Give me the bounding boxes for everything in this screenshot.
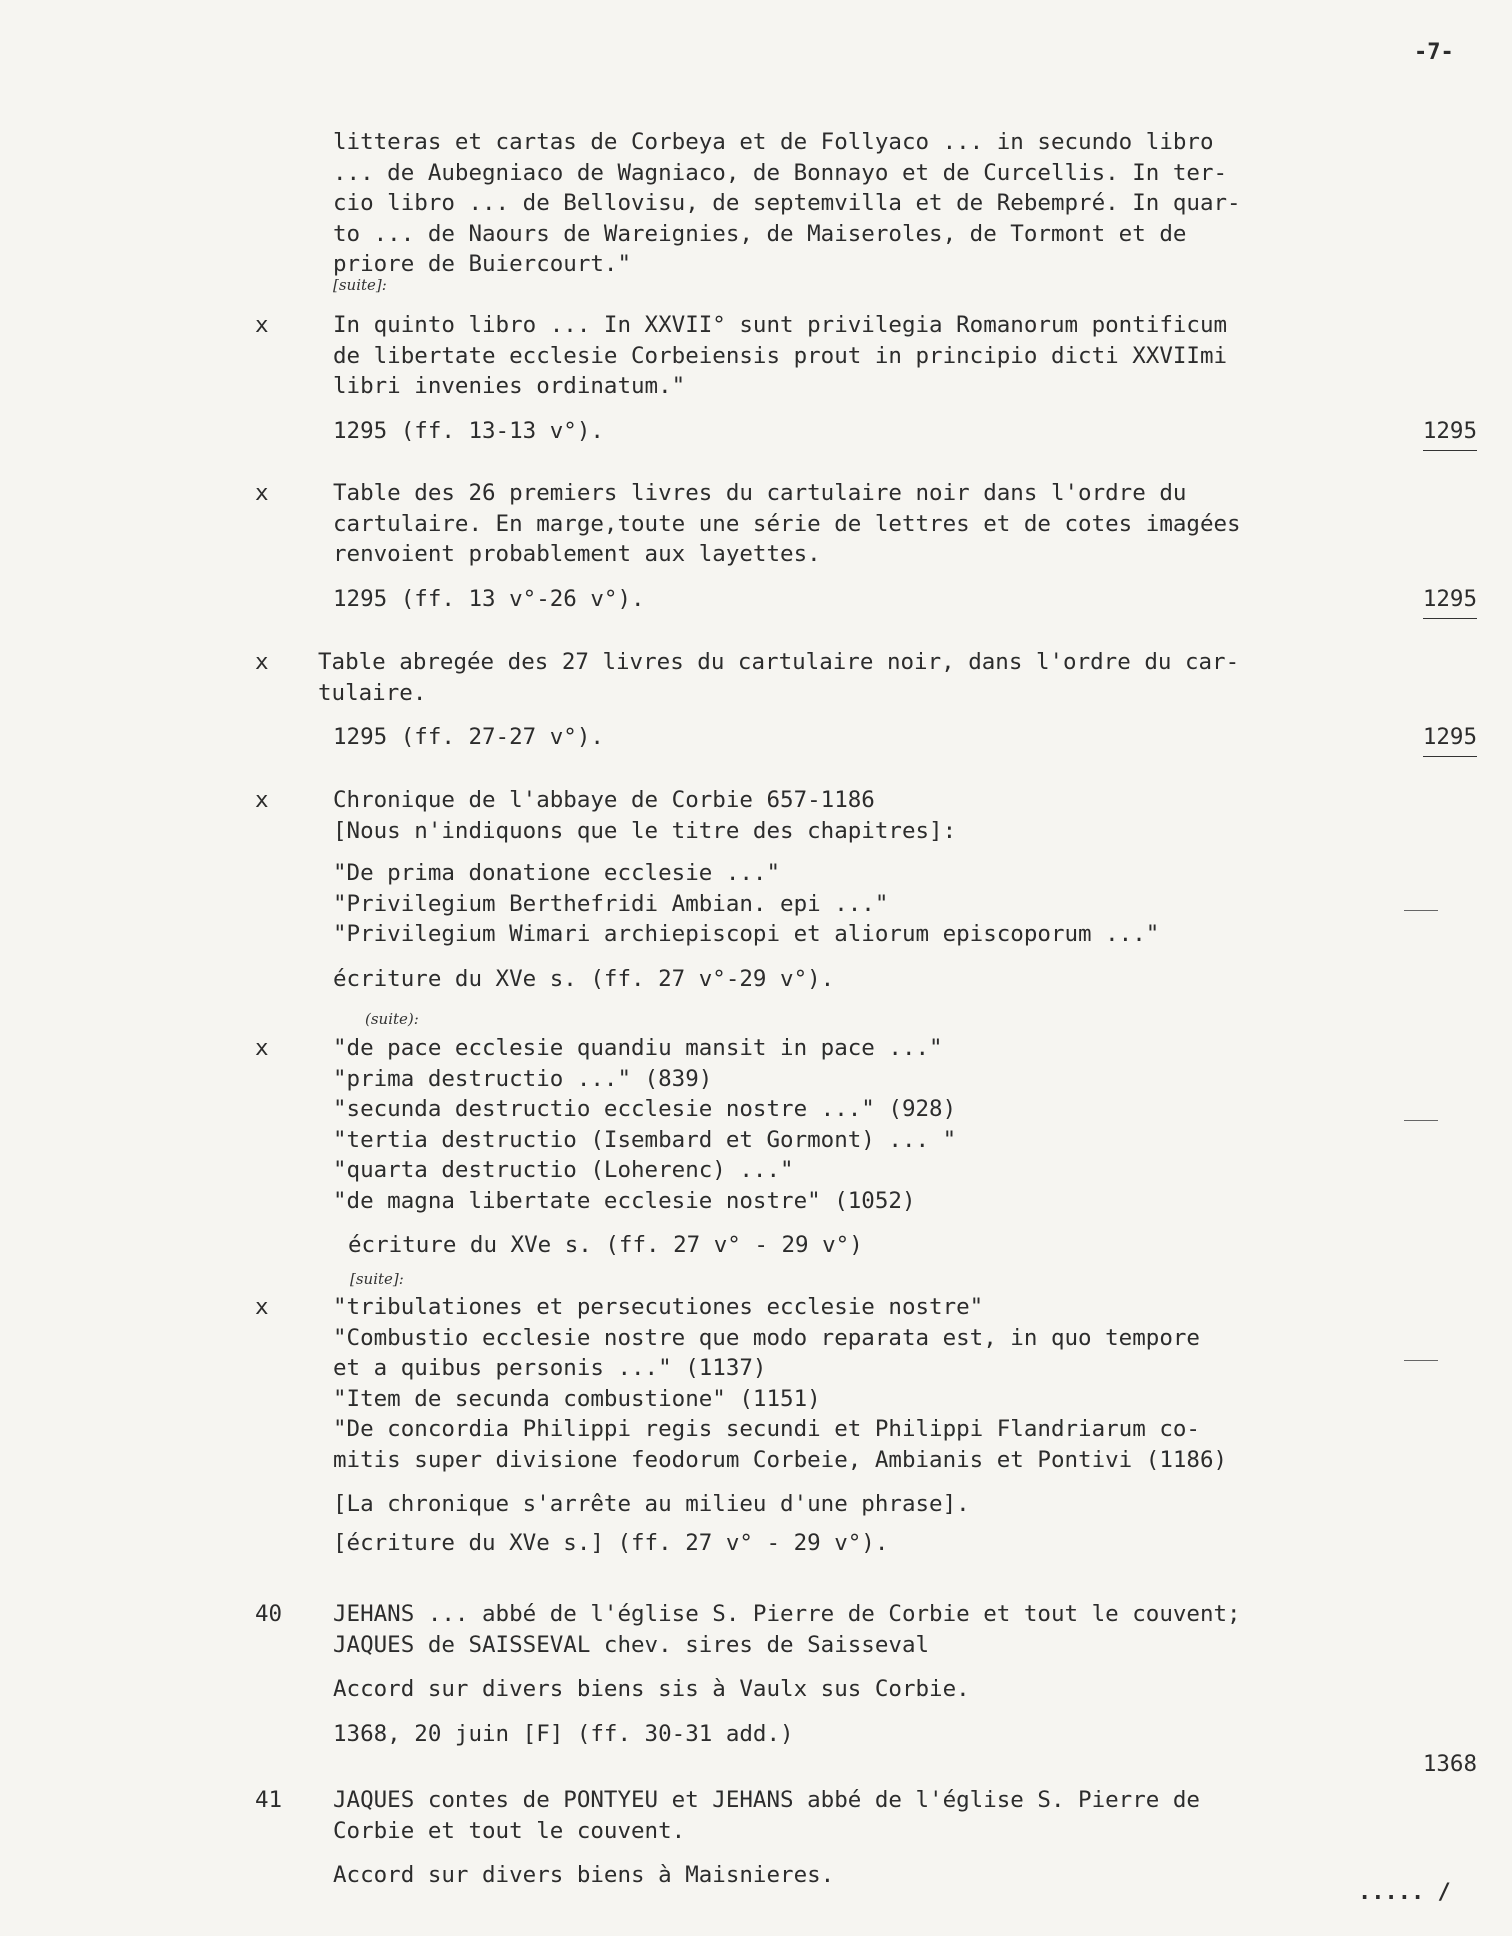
entry-quotes: "De prima donatione ecclesie ..." "Privilegium Berthefridi Ambian. epi ..." "Privilegium Wimari archiepiscopi et aliorum episcoporum ..." [333, 860, 1160, 947]
entry-text: Table abregée des 27 livres du cartulaire noir, dans l'ordre du car- tulaire. [318, 649, 1240, 706]
entry-summary: Accord sur divers biens sis à Vaulx sus Corbie. [333, 1676, 970, 1702]
entry-date: 1295 (ff. 13-13 v°). [333, 417, 604, 444]
entry-mark: x [255, 1035, 269, 1061]
page-number: -7- [1414, 40, 1454, 65]
entry-40 [255, 1599, 1495, 1777]
entry-mark: 41 [255, 1787, 283, 1813]
entry-mark: x [255, 312, 269, 338]
entry-text: Table des 26 premiers livres du cartulaire noir dans l'ordre du cartulaire. En marge,toute une série de lettres et de cotes imagées renvoient probablement aux layettes. [333, 480, 1241, 567]
handwritten-note: [suite]: [350, 1270, 404, 1288]
entry-text: "de pace ecclesie quandiu mansit in pace ..." "prima destructio ..." (839) "secunda destructio ecclesie nostre ..." (928) "tertia destructio (Isembard et Gormont) ... " "quarta destructio (Loherenc) ..." "de magna libertate ecclesie nostre" (1052) [333, 1035, 957, 1214]
entry-x-3 [255, 647, 1495, 753]
handwritten-note: [suite]: [333, 276, 387, 294]
intro-paragraph: litteras et cartas de Corbeya et de Follyaco ... in secundo libro ... de Aubegniaco de Wagniaco, de Bonnayo et de Curcellis. In ter- cio libro ... de Bellovisu, de septemvilla et de Rebempré. In quar- to ... de Naours de Wareignies, de Maiseroles, de Tormont et de priore de Buiercourt." [333, 129, 1241, 277]
continued-marker: ..... / [1358, 1880, 1451, 1905]
entry-summary: Accord sur divers biens à Maisnieres. [333, 1862, 835, 1888]
entry-date: 1295 (ff. 13 v°-26 v°). [333, 585, 645, 612]
entry-date: écriture du XVe s. (ff. 27 v° - 29 v°) [348, 1232, 863, 1258]
entry-mark: x [255, 649, 269, 675]
entry-mark: 40 [255, 1601, 283, 1627]
entry-year: 1295 [1423, 416, 1477, 451]
margin-dash [1404, 910, 1438, 911]
margin-dash [1404, 1360, 1438, 1361]
entry-mark: x [255, 480, 269, 506]
entry-x-4 [255, 785, 1495, 994]
entry-mark: x [255, 787, 269, 813]
entry-note: [La chronique s'arrête au milieu d'une phrase]. [333, 1491, 970, 1517]
entry-mark: x [255, 1294, 269, 1320]
entry-text: In quinto libro ... In XXVII° sunt privilegia Romanorum pontificum de libertate ecclesie Corbeiensis prout in principio dicti XXVIImi libri invenies ordinatum." [333, 312, 1228, 399]
entry-date: écriture du XVe s. (ff. 27 v°-29 v°). [333, 965, 835, 992]
entry-x-2 [255, 478, 1495, 614]
entry-x-5 [255, 1033, 1495, 1261]
entry-year: 1295 [1423, 722, 1477, 757]
entry-text: JAQUES contes de PONTYEU et JEHANS abbé de l'église S. Pierre de Corbie et tout le couvent. [333, 1787, 1200, 1844]
entry-text: JEHANS ... abbé de l'église S. Pierre de Corbie et tout le couvent; JAQUES de SAISSEVAL chev. sires de Saisseval [333, 1601, 1241, 1658]
handwritten-note: (suite): [365, 1010, 419, 1028]
entry-41 [255, 1785, 1495, 1891]
entry-text: "tribulationes et persecutiones ecclesie nostre" "Combustio ecclesie nostre que modo reparata est, in quo tempore et a quibus personis ..." (1137) "Item de secunda combustione" (1151) "De concordia Philippi regis secundi et Philippi Flandriarum co- mitis super divisione feodorum Corbeie, Ambianis et Pontivi (1186) [333, 1294, 1228, 1473]
entry-year: 1368 [1422, 1751, 1477, 1777]
entry-date: 1368, 20 juin [F] (ff. 30-31 add.) [333, 1720, 794, 1747]
entry-x-1 [255, 310, 1495, 446]
entry-date: 1295 (ff. 27-27 v°). [333, 724, 604, 750]
margin-dash [1404, 1120, 1438, 1121]
entry-x-6 [255, 1292, 1495, 1558]
entry-date: [écriture du XVe s.] (ff. 27 v° - 29 v°). [333, 1529, 889, 1556]
entry-year: 1295 [1423, 584, 1477, 619]
entry-text: Chronique de l'abbaye de Corbie 657-1186 [Nous n'indiquons que le titre des chapitres]: [333, 787, 957, 844]
